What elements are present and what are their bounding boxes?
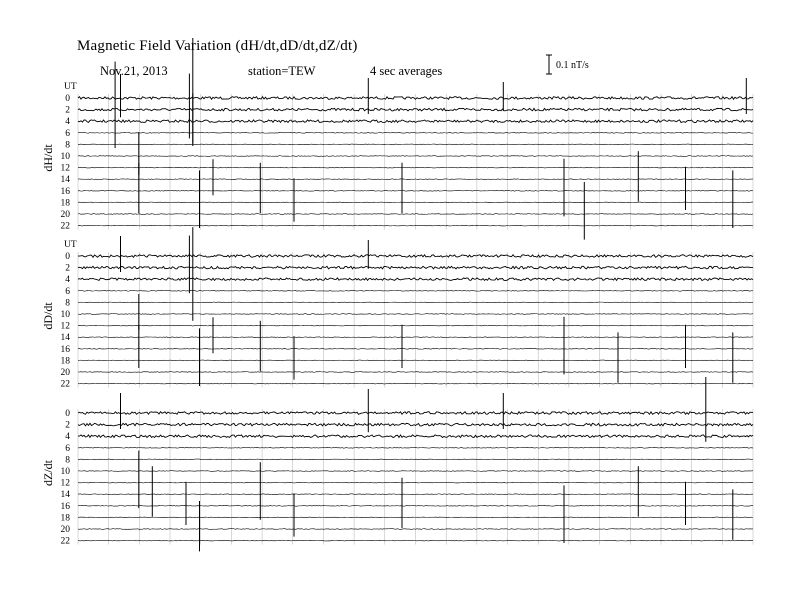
trace-row	[78, 167, 753, 168]
panel-dH-dt	[41, 38, 753, 240]
row-tick-label: 6	[65, 128, 70, 139]
panel-dZ-dt	[41, 377, 753, 551]
row-tick-label: 22	[60, 221, 70, 232]
scale-bar	[546, 55, 552, 74]
row-tick-label: 18	[60, 513, 70, 524]
row-tick-label: 10	[60, 467, 70, 477]
row-tick-label: 8	[65, 455, 70, 466]
row-tick-label: 12	[60, 321, 70, 332]
row-tick-label: 2	[65, 420, 70, 431]
panel-dD-dt	[41, 227, 753, 389]
row-tick-label: 20	[60, 525, 70, 535]
row-tick-label: 20	[60, 210, 70, 220]
panel-ylabel: dD/dt	[41, 302, 55, 330]
row-tick-label: 4	[65, 117, 70, 128]
panel-ylabel: dZ/dt	[41, 460, 55, 486]
row-tick-label: 4	[65, 432, 70, 443]
chart-title: Magnetic Field Variation (dH/dt,dD/dt,dZ/dt)	[77, 38, 358, 54]
row-tick-label: 6	[65, 286, 70, 297]
row-tick-label: 0	[65, 252, 70, 262]
date-label: Nov.21, 2013	[100, 64, 168, 78]
row-tick-label: 20	[60, 368, 70, 378]
row-tick-label: 0	[65, 409, 70, 419]
panel-ylabel: dH/dt	[41, 144, 55, 172]
row-tick-label: 12	[60, 478, 70, 489]
row-tick-label: 0	[65, 94, 70, 104]
row-tick-label: 16	[60, 344, 70, 355]
row-tick-label: 18	[60, 198, 70, 209]
row-tick-label: 18	[60, 356, 70, 367]
row-tick-label: 14	[60, 490, 70, 501]
row-tick-label: 16	[60, 501, 70, 512]
row-tick-label: 6	[65, 443, 70, 454]
trace-row	[78, 505, 753, 506]
row-tick-label: 12	[60, 163, 70, 174]
averaging-label: 4 sec averages	[370, 64, 443, 78]
ut-axis-label: UT	[64, 82, 77, 92]
trace-row	[78, 202, 753, 203]
row-tick-label: 8	[65, 298, 70, 309]
ut-axis-label: UT	[64, 240, 77, 250]
row-tick-label: 4	[65, 275, 70, 286]
row-tick-label: 10	[60, 152, 70, 162]
row-tick-label: 14	[60, 333, 70, 344]
row-tick-label: 8	[65, 140, 70, 151]
station-label: station=TEW	[248, 64, 316, 78]
row-tick-label: 16	[60, 186, 70, 197]
row-tick-label: 2	[65, 105, 70, 116]
row-tick-label: 22	[60, 536, 70, 547]
row-tick-label: 2	[65, 263, 70, 274]
row-tick-label: 22	[60, 379, 70, 390]
row-tick-label: 14	[60, 175, 70, 186]
scale-label: 0.1 nT/s	[556, 60, 589, 71]
row-tick-label: 10	[60, 310, 70, 320]
trace-row	[78, 144, 753, 145]
